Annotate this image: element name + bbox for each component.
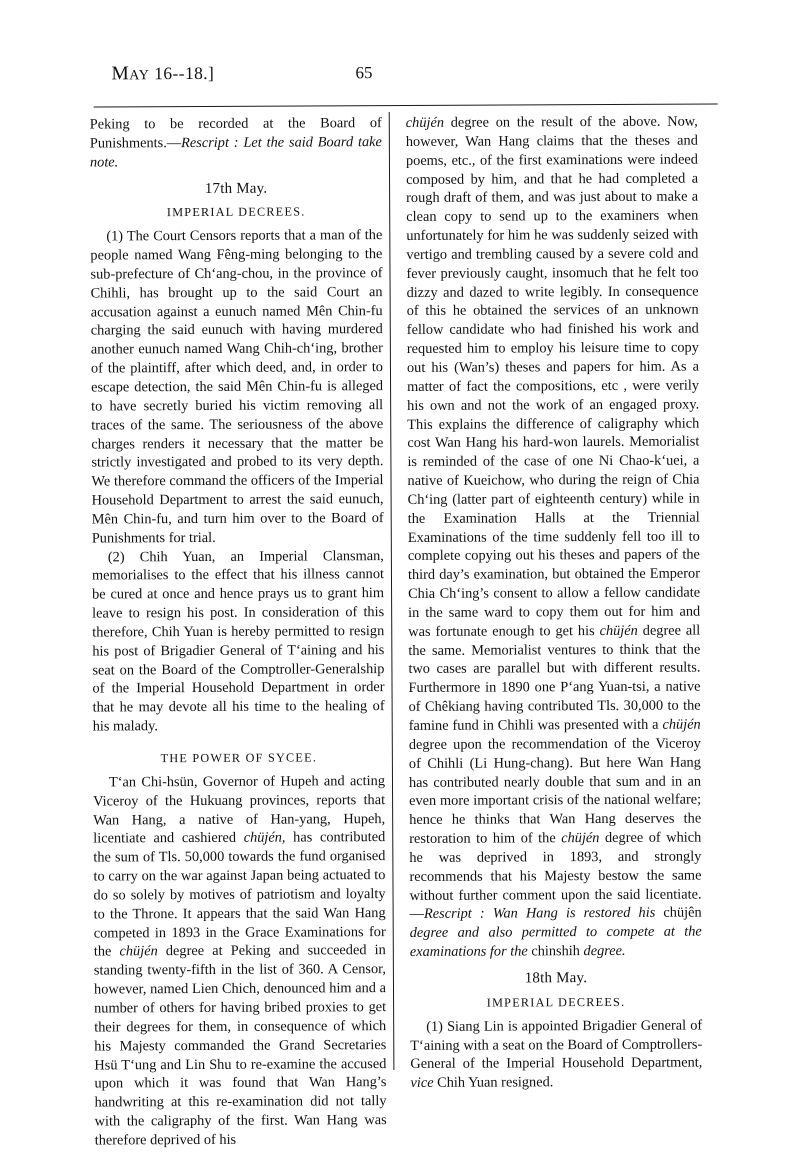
right-column: [406, 113, 703, 1093]
running-head: [93, 60, 717, 93]
decree-paragraph-2: (2) Chih Yuan, an Imperial Clansman, memorialises to the effect that his illness cannot be cured at once and hence prays us to grant him leave to resign his post. In consideration of this therefore, Chih Yuan is hereby permitted to resign his post of Brigadier General of T‘aining and his seat on the Board of the Comptroller-Generalship of the Imperial Household Department in order that he may devote all his time to the healing of his malady.: [91, 547, 385, 735]
decree-18th-vice: vice: [410, 1075, 434, 1092]
section-heading-power-of-sycee: THE POWER OF SYCEE.: [160, 750, 318, 766]
decree-paragraph-1: (1) The Court Censors reports that a man of the people named Wang Fêng-ming belonging to the sub-prefecture of Ch‘ang-chou, in the province of Chihli, has brought up to the said Court an accusation against a eunuch named Mên Chin-fu charging the said eunuch with having murdered another eunuch named Wang Chih-ch‘ing, brother of the plaintiff, after which deed, and, in order to escape detection, the said Mên Chin-fu is alleged to have secretly buried his victim removing all traces of the same. The seriousness of the above charges renders it necessary that the matter be strictly investigated and probed to its very depth. We therefore command the officers of the Imperial Household Department to arrest the said eunuch, Mên Chin-fu, and turn him over to the Board of Punishments for trial.: [90, 227, 384, 547]
sycee-text-part-3: degree at Peking and succeeded in standing twenty-fifth in the list of 360. A Censor, however, named Lien Chich, denounced him and a number of others for having bribed proxies to get their degrees for them, in consequence of which his Majesty commanded the Grand Secretaries Hsü T‘ung and Lin Shu to re-examine the accused upon which it was found that Wan Hang’s handwriting at this re-examination did not tally with the caligraphy of the first. Wan Hang was therefore deprived of his: [93, 942, 387, 1149]
rescript-text: Let the said Board take note.: [89, 133, 382, 171]
section-heading-imperial-decrees-17th: IMPERIAL DECREES.: [166, 204, 306, 220]
cont-text-part-4: degree of which he was deprived in 1893, and strongly recommends that his Majesty bestow the same without further comment upon the said licentiate.—: [409, 829, 702, 923]
cont-term-chujen-1: chüjén: [405, 114, 445, 131]
cont-term-chujen-2: chüjén: [599, 622, 638, 639]
sycee-text-part-2: , has contributed the sum of Tls. 50,000 towards the fund organised to carry on the war against Japan being actuated to do so solely by motives of patriotism and loyalty to the Throne. It appears that the said Wan Hang competed in 1893 in the Grace Examinations for the: [93, 829, 386, 960]
cont-text-part-1: degree on the result of the above. Now, however, Wan Hang claims that the theses and poems, etc., of the first examinations were indeed composed by him, and that he had completed a rough draft of them, and was just about to make a clean copy to send up to the examiners when unfortunately for him he was suddenly seized with vertigo and trembling caused by a severe cold and fever previously caught, insomuch that he felt too dizzy and dazed to write legibly. In consequence of this he obtained the services of an unknown fellow candidate who had finished his work and requested him to employ his leisure time to copy out his (Wan’s) theses and papers for him. As a matter of fact the compositions, etc , were verily his own and not the work of an engaged proxy. This explains the difference of caligraphy which cost Wan Hang his hard-won laurels. Memorialist is reminded of the case of one Ni Chao-k‘uei, a native of Kueichow, who during the reign of Chia Ch‘ing (latter part of eighteenth century) while in the Examination Halls at the Triennial Examinations of the time suddenly fell too ill to complete copying out his theses and papers of the third day’s examination, but obtained the Emperor Chia Ch‘ing’s consent to allow a fellow candidate in the same ward to copy them out for him and was fortunate enough to get his: [405, 113, 701, 640]
header-horizontal-rule: [94, 103, 718, 107]
running-head-date-rest: 16--18.]: [149, 62, 215, 84]
cont-term-chujen-3: chüjén: [662, 716, 701, 733]
date-heading-17th-may: 17th May.: [204, 180, 268, 197]
running-head-date-caps: AY: [129, 68, 150, 84]
cont-text-part-3: degree upon the recommendation of the Viceroy of Chihli (Li Hung-chang). But here Wan Hang has contributed nearly double that sum and in an even more important crisis of the national welfare; hence he thinks that Wan Hang deserves the restoration to him of the: [408, 735, 702, 848]
rescript-term-chinshih: chinshih: [531, 943, 580, 960]
running-head-date-lead: M: [111, 63, 130, 85]
right-rescript-text-2: degree and also permitted to compete at the examinations for the: [409, 923, 702, 961]
sycee-text-part-1: T‘an Chi-hsün, Governor of Hupeh and acting Viceroy of the Hukuang provinces, reports that Wan Hang, a native of Han-yang, Hupeh, licentiate and cashiered: [93, 772, 386, 847]
sycee-term-chujen-2: chüjén: [119, 943, 158, 960]
decree-paragraph-18th-1: [410, 1016, 702, 1093]
continued-paragraph: [90, 114, 382, 172]
date-heading-18th-may: 18th May.: [524, 970, 588, 987]
page-number: 65: [355, 63, 373, 83]
rescript-label: Rescript :: [181, 134, 239, 151]
right-rescript-text-1: Wan Hang is restored his: [484, 905, 664, 923]
left-column: [90, 114, 387, 1150]
right-rescript-label: Rescript :: [423, 906, 485, 923]
continued-paragraph-text: Peking to be recorded at the Board of Punishments.—: [89, 115, 382, 152]
column-divider-rule: [389, 112, 395, 1070]
sycee-term-chujen-1: chüjén: [243, 829, 282, 847]
cont-term-chujen-4: chüjén: [561, 830, 600, 847]
right-rescript-text-3: degree.: [579, 943, 626, 960]
sycee-continuation-paragraph: [406, 113, 702, 962]
sycee-paragraph: [93, 772, 387, 1150]
running-head-date-range: [111, 63, 214, 86]
decree-18th-text-part-1: (1) Siang Lin is appointed Brigadier General of T‘aining with a seat on the Board of Comptrollers-General of the Imperial Household Department,: [410, 1017, 703, 1073]
section-heading-imperial-decrees-18th: IMPERIAL DECREES.: [486, 994, 626, 1010]
rescript-term-chujen: chüjên: [663, 904, 702, 922]
cont-text-part-2: degree all the same. Memorialist ventures to think that the two cases are parallel but with different results. Furthermore in 1890 one P‘ang Yuan-tsi, a native of Chêkiang having contributed Tls. 30,000 to the famine fund in Chihli was presented with a: [408, 622, 701, 734]
decree-18th-text-part-2: Chih Yuan resigned.: [433, 1074, 554, 1092]
